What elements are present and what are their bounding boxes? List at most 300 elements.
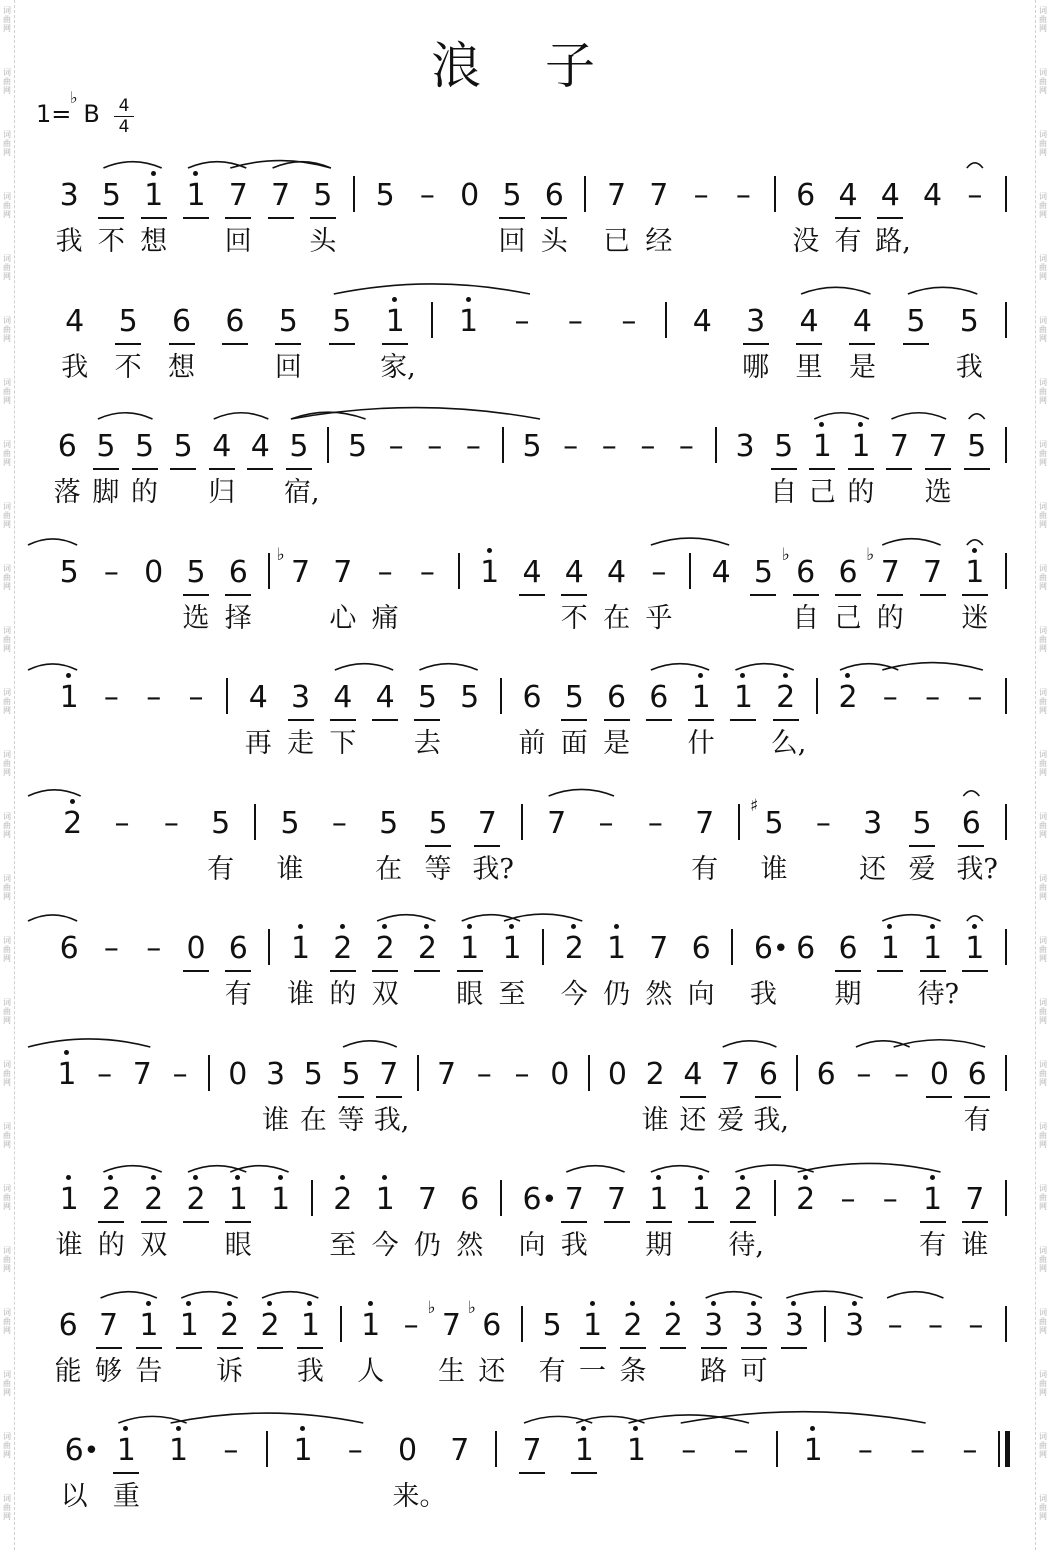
watermark-text: 词 曲 网 — [3, 998, 11, 1025]
note-digit: – — [97, 1056, 113, 1092]
tie-arc — [335, 664, 393, 670]
tie-arc — [524, 1416, 592, 1423]
tie-arc — [735, 664, 793, 670]
lyric-syllable: 人 — [357, 1355, 385, 1387]
flat-sign: ♭ — [276, 544, 285, 565]
lyric-syllable: 什 — [687, 728, 715, 759]
lyric-syllable: 眼 — [224, 1230, 252, 1261]
tie-arc — [882, 538, 940, 544]
note-digit: 1 — [300, 1307, 320, 1343]
note-digit: – — [621, 303, 637, 339]
tie-arc — [171, 1413, 364, 1423]
note-digit: 5 — [564, 680, 584, 715]
note-digit: 1 — [169, 1433, 189, 1468]
note-digit: 5 — [967, 429, 987, 464]
note-digit: 3 — [291, 680, 311, 715]
note-digit: 2 — [776, 680, 796, 715]
note-digit: 5 — [959, 303, 979, 339]
staff-row — [0, 1280, 1050, 1400]
tie-arc — [343, 1040, 397, 1046]
lyric-syllable: 等 — [424, 853, 452, 885]
note-digit: 4 — [333, 680, 353, 715]
note-digit: – — [968, 1307, 984, 1343]
note-digit: 4 — [838, 178, 858, 213]
lyric-syllable: 今 — [371, 1230, 399, 1261]
lyric-syllable: 至 — [498, 979, 526, 1010]
lyric-syllable: 面 — [560, 728, 588, 759]
lyric-syllable: 谁 — [262, 1104, 290, 1136]
note-digit: 7 — [477, 805, 497, 841]
note-digit: 6 — [758, 1056, 778, 1092]
lyric-syllable: 走 — [287, 728, 315, 759]
note-digit: 5 — [289, 429, 309, 464]
lyric-syllable: 么, — [770, 728, 807, 759]
watermark-text: 词 曲 网 — [3, 68, 11, 95]
tie-arc — [214, 413, 269, 419]
lyric-syllable: 等 — [337, 1104, 365, 1136]
watermark-text: 词 曲 网 — [1039, 750, 1047, 777]
note-digit: – — [146, 931, 162, 966]
note-digit: – — [962, 1433, 978, 1468]
lyric-syllable: 自 — [792, 602, 820, 634]
watermark-text: 词 曲 网 — [3, 254, 11, 281]
lyric-syllable: 还 — [478, 1355, 506, 1387]
watermark-text: 词 曲 网 — [1039, 564, 1047, 591]
note-digit: 1 — [574, 1433, 594, 1468]
note-digit: 5 — [428, 805, 448, 841]
note-digit: 4 — [799, 303, 819, 339]
flat-sign: ♭ — [781, 544, 790, 565]
lyric-syllable: 已 — [603, 226, 631, 257]
note-digit: – — [347, 1433, 363, 1468]
note-digit: 5 — [313, 178, 333, 213]
note-digit: 5 — [96, 429, 116, 464]
key-name: B — [83, 100, 100, 128]
note-digit: 7 — [965, 1182, 985, 1217]
note-digit: 1 — [803, 1433, 823, 1468]
lyric-syllable: 可 — [740, 1355, 768, 1387]
note-digit: 4 — [880, 178, 900, 213]
note-digit: 2 — [375, 931, 395, 966]
note-digit: 6 — [59, 931, 79, 966]
note-digit: 6 — [228, 931, 248, 966]
tie-arc — [801, 287, 870, 294]
watermark-text: 词 曲 网 — [3, 130, 11, 157]
note-digit: – — [377, 554, 393, 590]
note-digit: 2 — [623, 1307, 643, 1343]
note-digit: 6 — [228, 554, 248, 590]
note-digit: 1 — [965, 554, 985, 590]
tie-arc — [882, 915, 940, 921]
note-digit: 7 — [695, 805, 715, 841]
tie-arc — [706, 1291, 762, 1297]
note-digit: 5 — [460, 680, 480, 715]
watermark-text: 词 曲 网 — [3, 378, 11, 405]
note-digit: – — [887, 1307, 903, 1343]
note-digit: 6 — [57, 429, 77, 464]
watermark-text: 词 曲 网 — [3, 812, 11, 839]
note-digit: 6 — [967, 1056, 987, 1092]
note-digit: – — [563, 429, 579, 464]
note-digit: 1 — [186, 178, 206, 213]
note-digit: 5 — [906, 303, 926, 339]
note-digit: 3 — [845, 1307, 865, 1343]
note-digit: 5 — [303, 1056, 323, 1092]
watermark-text: 词 曲 网 — [1039, 68, 1047, 95]
note-digit: – — [678, 429, 694, 464]
note-digit: 1 — [691, 680, 711, 715]
note-digit: – — [114, 805, 130, 841]
lyric-syllable: 去 — [413, 728, 441, 759]
augmentation-dot: • — [773, 934, 789, 964]
staff-row — [0, 652, 1050, 772]
watermark-text: 词 曲 网 — [1039, 626, 1047, 653]
lyric-syllable: 谁 — [287, 979, 315, 1010]
lyric-syllable: 不 — [114, 351, 142, 383]
note-digit: – — [856, 1056, 872, 1092]
watermark-text: 词 曲 网 — [1039, 130, 1047, 157]
tie-arc — [98, 413, 153, 419]
staff-row — [0, 527, 1050, 647]
tie-arc — [103, 162, 161, 168]
note-digit: – — [735, 178, 751, 213]
note-digit: 0 — [929, 1056, 949, 1092]
lyric-syllable: 我 — [61, 351, 89, 383]
lyric-syllable: 头 — [309, 226, 337, 257]
note-digit: – — [693, 178, 709, 213]
note-digit: – — [733, 1433, 749, 1468]
note-digit: – — [172, 1056, 188, 1092]
note-digit: 0 — [144, 554, 164, 590]
watermark-text: 词 曲 网 — [1039, 6, 1047, 33]
lyric-syllable: 有 — [207, 853, 235, 885]
note-digit: 5 — [912, 805, 932, 841]
lyric-syllable: 选 — [924, 477, 952, 508]
lyric-syllable: 我, — [373, 1104, 410, 1136]
lyric-syllable: 待? — [917, 979, 960, 1010]
note-digit: 2 — [63, 805, 83, 841]
lyric-syllable: 爱 — [908, 853, 936, 885]
lyric-syllable: 我? — [472, 853, 514, 885]
note-digit: – — [894, 1056, 910, 1092]
note-digit: 7 — [436, 1056, 457, 1092]
note-digit: – — [967, 680, 983, 715]
note-digit: – — [514, 1056, 530, 1092]
note-digit: 4 — [711, 554, 731, 590]
watermark-text: 词 曲 网 — [3, 6, 11, 33]
lyric-syllable: 谁 — [760, 853, 788, 885]
tie-arc — [549, 789, 614, 796]
key-prefix: 1= — [36, 100, 72, 128]
tie-arc — [891, 413, 946, 419]
note-digit: 2 — [333, 931, 353, 966]
tie-arc — [887, 1291, 943, 1297]
tie-arc — [103, 1166, 161, 1172]
lyric-syllable: 双 — [140, 1230, 168, 1261]
staff-row — [0, 1154, 1050, 1274]
watermark-text: 词 曲 网 — [1039, 1122, 1047, 1149]
lyric-syllable: 期 — [645, 1230, 673, 1261]
note-digit: 2 — [186, 1182, 206, 1217]
lyric-syllable: 不 — [560, 602, 588, 634]
lyric-syllable: 够 — [95, 1355, 123, 1387]
lyric-syllable: 前 — [518, 728, 546, 759]
note-digit: 5 — [101, 178, 121, 213]
tie-layer — [0, 652, 1050, 772]
note-digit: 1 — [228, 1182, 248, 1217]
watermark-text: 词 曲 网 — [1039, 192, 1047, 219]
note-digit: 7 — [649, 178, 669, 213]
staff-row — [0, 276, 1050, 396]
note-digit: 7 — [928, 429, 948, 464]
note-digit: 1 — [139, 1307, 159, 1343]
note-digit: 7 — [607, 1182, 627, 1217]
note-digit: – — [146, 680, 162, 715]
note-digit: 1 — [480, 554, 500, 590]
tie-layer — [0, 1405, 1050, 1525]
lyric-syllable: 我 — [55, 226, 83, 257]
time-signature — [114, 96, 134, 137]
lyric-syllable: 路 — [700, 1355, 728, 1387]
lyric-syllable: 回 — [224, 226, 252, 257]
watermark-text: 词 曲 网 — [1039, 316, 1047, 343]
tie-layer — [0, 1280, 1050, 1400]
note-digit: – — [647, 805, 663, 841]
note-digit: 1 — [626, 1433, 647, 1468]
lyric-syllable: 的 — [97, 1230, 125, 1261]
tie-layer — [0, 778, 1050, 898]
lyric-syllable: 经 — [645, 226, 673, 257]
lyric-syllable: 在 — [299, 1104, 327, 1136]
lyric-syllable: 心 — [329, 602, 357, 634]
tie-arc — [101, 1291, 157, 1297]
watermark-text: 词 曲 网 — [3, 1184, 11, 1211]
key-signature — [36, 88, 100, 128]
note-digit: 1 — [361, 1307, 381, 1343]
watermark-text: 词 曲 网 — [3, 750, 11, 777]
note-digit: – — [598, 805, 614, 841]
note-digit: 1 — [733, 680, 753, 715]
lyric-syllable: 谁 — [276, 853, 304, 885]
tie-arc — [262, 1291, 318, 1297]
watermark-text: 词 曲 网 — [3, 1122, 11, 1149]
watermark-text: 词 曲 网 — [1039, 378, 1047, 405]
note-digit: 6 — [753, 931, 773, 966]
staff-row — [0, 1029, 1050, 1149]
watermark-text: 词 曲 网 — [1039, 1494, 1047, 1521]
flat-sign: ♭ — [866, 544, 875, 565]
tie-layer — [0, 401, 1050, 521]
watermark-text: 词 曲 网 — [1039, 502, 1047, 529]
note-digit: 4 — [692, 303, 712, 339]
note-digit: 5 — [764, 805, 784, 841]
tie-arc — [28, 1038, 150, 1046]
lyric-syllable: 我 — [560, 1230, 588, 1261]
note-digit: 7 — [417, 1182, 437, 1217]
tie-layer — [0, 1029, 1050, 1149]
watermark-text: 词 曲 网 — [3, 1308, 11, 1335]
note-digit: 1 — [582, 1307, 603, 1343]
note-digit: 1 — [502, 931, 522, 966]
note-digit: – — [882, 1182, 898, 1217]
lyric-syllable: 今 — [560, 979, 588, 1010]
note-digit: 7 — [564, 1182, 584, 1217]
note-digit: – — [476, 1056, 492, 1092]
note-digit: 1 — [293, 1433, 313, 1468]
lyric-syllable: 己 — [808, 477, 836, 508]
watermark-text: 词 曲 网 — [3, 1246, 11, 1273]
note-digit: – — [640, 429, 656, 464]
note-digit: 6 — [460, 1182, 480, 1217]
note-digit: 3 — [784, 1307, 804, 1343]
watermark-text: 词 曲 网 — [1039, 1370, 1047, 1397]
note-digit: 1 — [965, 931, 985, 966]
lyric-syllable: 想 — [140, 226, 168, 257]
note-digit: 7 — [228, 178, 248, 213]
tie-arc — [181, 1291, 237, 1297]
note-digit: 6 — [816, 1056, 836, 1092]
note-digit: 2 — [733, 1182, 753, 1217]
note-digit: 3 — [59, 178, 79, 213]
note-digit: 1 — [179, 1307, 199, 1343]
tie-arc — [462, 915, 520, 921]
note-digit: 4 — [248, 680, 268, 715]
note-digit: 7 — [271, 178, 291, 213]
note-digit: 5 — [753, 554, 773, 590]
note-digit: – — [419, 178, 435, 213]
lyric-syllable: 脚 — [92, 477, 120, 508]
lyric-syllable: 以 — [60, 1481, 88, 1512]
note-digit: 7 — [333, 554, 353, 590]
note-digit: – — [188, 680, 204, 715]
lyric-syllable: 有 — [834, 226, 862, 257]
note-digit: 7 — [522, 1433, 542, 1468]
tie-layer — [0, 276, 1050, 396]
lyric-syllable: 眼 — [456, 979, 484, 1010]
note-digit: 5 — [542, 1307, 562, 1343]
tie-arc — [963, 790, 979, 795]
lyric-syllable: 痛 — [371, 602, 399, 634]
note-digit: 5 — [118, 303, 138, 339]
note-digit: 5 — [417, 680, 437, 715]
note-digit: 3 — [746, 303, 766, 339]
note-digit: 7 — [291, 554, 311, 590]
note-digit: 7 — [450, 1433, 470, 1468]
lyric-syllable: 迷 — [961, 602, 989, 634]
note-digit: – — [601, 429, 617, 464]
note-digit: 2 — [144, 1182, 164, 1217]
lyric-syllable: 是 — [848, 351, 876, 383]
note-digit: – — [927, 1307, 943, 1343]
tie-layer — [0, 903, 1050, 1023]
note-digit: 6 — [838, 554, 858, 590]
note-digit: – — [223, 1433, 239, 1468]
tie-arc — [969, 414, 985, 419]
lyric-syllable: 还 — [679, 1104, 707, 1136]
note-digit: 0 — [397, 1433, 418, 1468]
note-digit: 4 — [375, 680, 395, 715]
note-digit: – — [857, 1433, 873, 1468]
watermark-text: 词 曲 网 — [3, 1432, 11, 1459]
note-digit: 0 — [550, 1056, 570, 1092]
note-digit: – — [967, 178, 983, 213]
note-digit: 6 — [796, 178, 816, 213]
note-digit: 4 — [607, 554, 627, 590]
lyric-syllable: 不 — [97, 226, 125, 257]
note-digit: 5 — [280, 805, 300, 841]
note-digit: 2 — [838, 680, 858, 715]
lyric-syllable: 我, — [753, 1104, 790, 1136]
tie-arc — [967, 916, 983, 921]
watermark-text: 词 曲 网 — [1039, 440, 1047, 467]
lyric-syllable: 有 — [963, 1104, 991, 1136]
lyric-syllable: 家, — [380, 351, 416, 383]
note-digit: 3 — [704, 1307, 724, 1343]
note-digit: 5 — [278, 303, 298, 339]
watermark-text: 词 曲 网 — [1039, 688, 1047, 715]
tie-arc — [786, 1291, 862, 1298]
tie-arc — [28, 789, 81, 795]
note-digit: 5 — [774, 429, 794, 464]
tie-arc — [681, 1412, 926, 1423]
lyric-syllable: 条 — [619, 1355, 647, 1387]
lyric-syllable: 有 — [919, 1230, 947, 1261]
note-digit: 7 — [441, 1307, 461, 1343]
watermark-text: 词 曲 网 — [3, 1060, 11, 1087]
note-digit: 4 — [923, 178, 943, 213]
augmentation-dot: • — [83, 1436, 100, 1466]
note-digit: 5 — [502, 178, 522, 213]
lyric-syllable: 己 — [834, 602, 862, 634]
watermark-text: 词 曲 网 — [3, 192, 11, 219]
watermark-text: 词 曲 网 — [1039, 1308, 1047, 1335]
note-digit: 5 — [379, 805, 399, 841]
note-digit: 2 — [796, 1182, 816, 1217]
tie-arc — [188, 162, 246, 168]
note-digit: – — [163, 805, 179, 841]
staff-row — [0, 150, 1050, 270]
watermark-text: 词 曲 网 — [3, 1370, 11, 1397]
lyric-syllable: 下 — [329, 728, 357, 759]
note-digit: 7 — [98, 1307, 119, 1343]
watermark-text: 词 曲 网 — [1039, 1246, 1047, 1273]
note-digit: 5 — [341, 1056, 361, 1092]
note-digit: 3 — [266, 1056, 286, 1092]
lyric-syllable: 归 — [208, 477, 236, 508]
note-digit: 2 — [417, 931, 437, 966]
note-digit: 5 — [134, 429, 155, 464]
lyric-syllable: 告 — [135, 1355, 163, 1387]
lyric-syllable: 的 — [847, 477, 875, 508]
note-digit: 0 — [460, 178, 480, 213]
lyric-syllable: 还 — [859, 853, 887, 885]
staff-row — [0, 401, 1050, 521]
note-digit: – — [103, 680, 119, 715]
lyric-syllable: 然 — [456, 1230, 484, 1261]
note-digit: 5 — [522, 429, 542, 464]
note-digit: 4 — [65, 303, 85, 339]
note-digit: 1 — [649, 1182, 669, 1217]
key-flat-sign: ♭ — [70, 88, 78, 107]
watermark-text: 词 曲 网 — [3, 564, 11, 591]
lyric-syllable: 我 — [749, 979, 777, 1010]
note-digit: 7 — [923, 554, 943, 590]
note-digit: 7 — [132, 1056, 152, 1092]
lyric-syllable: 一 — [579, 1355, 607, 1387]
watermark-text: 词 曲 网 — [3, 502, 11, 529]
note-digit: 1 — [271, 1182, 291, 1217]
lyric-syllable: 谁 — [961, 1230, 989, 1261]
